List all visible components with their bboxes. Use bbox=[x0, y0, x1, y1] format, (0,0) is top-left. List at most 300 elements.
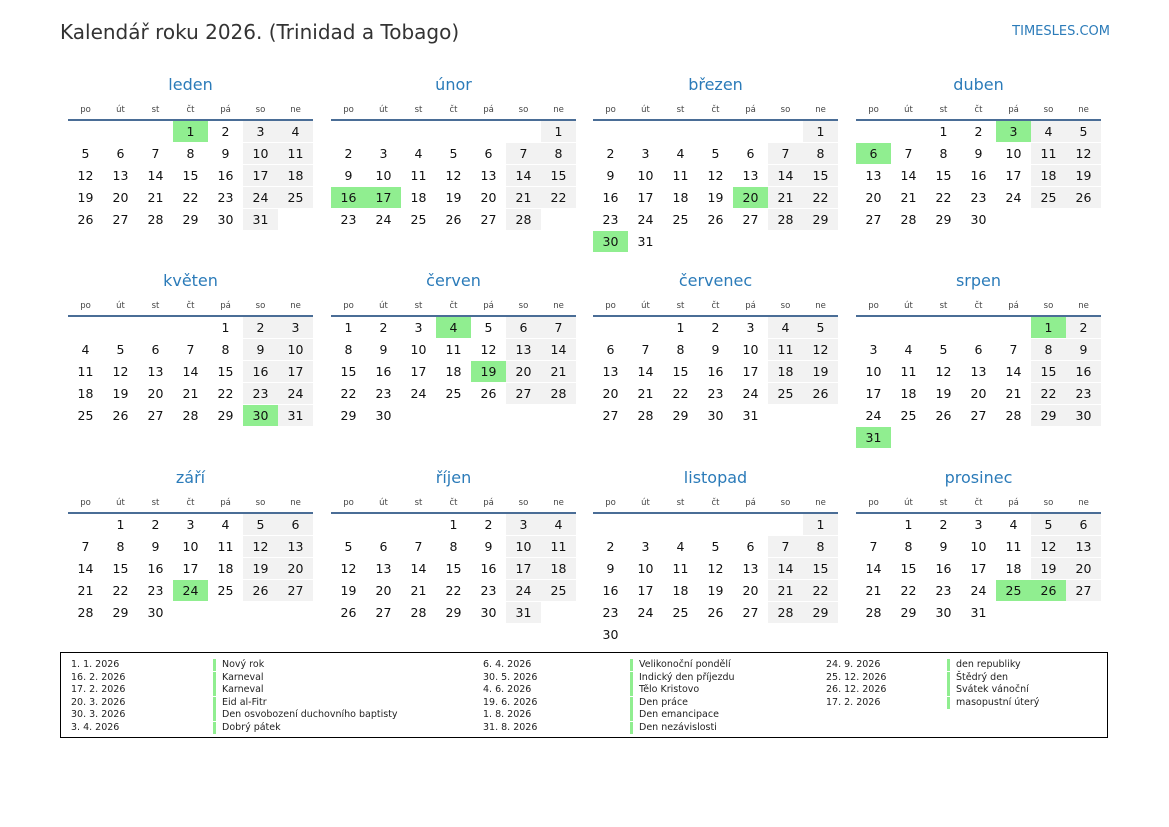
day-cell[interactable]: 1 bbox=[904, 517, 913, 532]
day-cell[interactable]: 17 bbox=[410, 364, 427, 379]
day-cell[interactable]: 19 bbox=[935, 386, 952, 401]
day-cell[interactable]: 20 bbox=[480, 190, 497, 205]
day-cell[interactable]: 13 bbox=[742, 561, 759, 576]
day-cell[interactable]: 31 bbox=[856, 427, 891, 448]
day-cell[interactable]: 13 bbox=[278, 536, 313, 557]
day-cell[interactable]: 26 bbox=[480, 386, 497, 401]
day-cell[interactable]: 1 bbox=[116, 517, 125, 532]
day-cell[interactable]: 13 bbox=[1066, 536, 1101, 557]
day-cell[interactable]: 25 bbox=[217, 583, 234, 598]
day-cell[interactable]: 20 bbox=[602, 386, 619, 401]
day-cell[interactable]: 22 bbox=[541, 187, 576, 208]
day-cell[interactable]: 24 bbox=[506, 580, 541, 601]
day-cell[interactable]: 19 bbox=[445, 190, 462, 205]
day-cell[interactable]: 22 bbox=[672, 386, 689, 401]
day-cell[interactable]: 6 bbox=[1066, 514, 1101, 535]
day-cell[interactable]: 26 bbox=[340, 605, 357, 620]
day-cell[interactable]: 9 bbox=[1066, 339, 1101, 360]
day-cell[interactable]: 25 bbox=[672, 605, 689, 620]
day-cell[interactable]: 27 bbox=[147, 408, 164, 423]
day-cell[interactable]: 25 bbox=[278, 187, 313, 208]
day-cell[interactable]: 11 bbox=[1031, 143, 1066, 164]
day-cell[interactable]: 19 bbox=[77, 190, 94, 205]
day-cell[interactable]: 17 bbox=[637, 190, 654, 205]
day-cell[interactable]: 20 bbox=[1066, 558, 1101, 579]
day-cell[interactable]: 30 bbox=[480, 605, 497, 620]
day-cell[interactable]: 21 bbox=[768, 187, 803, 208]
day-cell[interactable]: 6 bbox=[484, 146, 493, 161]
day-cell[interactable]: 26 bbox=[707, 212, 724, 227]
day-cell[interactable]: 1 bbox=[221, 320, 230, 335]
day-cell[interactable]: 29 bbox=[182, 212, 199, 227]
day-cell[interactable]: 20 bbox=[733, 187, 768, 208]
day-cell[interactable]: 17 bbox=[1005, 168, 1022, 183]
day-cell[interactable]: 23 bbox=[602, 212, 619, 227]
day-cell[interactable]: 3 bbox=[746, 320, 755, 335]
day-cell[interactable]: 12 bbox=[707, 561, 724, 576]
day-cell[interactable]: 18 bbox=[217, 561, 234, 576]
day-cell[interactable]: 27 bbox=[970, 408, 987, 423]
day-cell[interactable]: 10 bbox=[637, 168, 654, 183]
day-cell[interactable]: 21 bbox=[637, 386, 654, 401]
day-cell[interactable]: 18 bbox=[1005, 561, 1022, 576]
day-cell[interactable]: 15 bbox=[445, 561, 462, 576]
day-cell[interactable]: 19 bbox=[112, 386, 129, 401]
day-cell[interactable]: 29 bbox=[900, 605, 917, 620]
day-cell[interactable]: 10 bbox=[375, 168, 392, 183]
day-cell[interactable]: 20 bbox=[147, 386, 164, 401]
day-cell[interactable]: 4 bbox=[676, 146, 685, 161]
day-cell[interactable]: 25 bbox=[768, 383, 803, 404]
day-cell[interactable]: 3 bbox=[278, 317, 313, 338]
day-cell[interactable]: 8 bbox=[676, 342, 685, 357]
day-cell[interactable]: 28 bbox=[541, 383, 576, 404]
day-cell[interactable]: 22 bbox=[1031, 383, 1066, 404]
day-cell[interactable]: 29 bbox=[672, 408, 689, 423]
day-cell[interactable]: 10 bbox=[182, 539, 199, 554]
day-cell[interactable]: 19 bbox=[1031, 558, 1066, 579]
day-cell[interactable]: 7 bbox=[81, 539, 90, 554]
day-cell[interactable]: 20 bbox=[970, 386, 987, 401]
day-cell[interactable]: 10 bbox=[506, 536, 541, 557]
day-cell[interactable]: 12 bbox=[803, 339, 838, 360]
day-cell[interactable]: 16 bbox=[480, 561, 497, 576]
day-cell[interactable]: 9 bbox=[221, 146, 230, 161]
day-cell[interactable]: 6 bbox=[116, 146, 125, 161]
day-cell[interactable]: 9 bbox=[484, 539, 493, 554]
day-cell[interactable]: 8 bbox=[904, 539, 913, 554]
day-cell[interactable]: 8 bbox=[186, 146, 195, 161]
day-cell[interactable]: 2 bbox=[151, 517, 160, 532]
day-cell[interactable]: 2 bbox=[344, 146, 353, 161]
day-cell[interactable]: 10 bbox=[742, 342, 759, 357]
day-cell[interactable]: 27 bbox=[278, 580, 313, 601]
day-cell[interactable]: 21 bbox=[147, 190, 164, 205]
day-cell[interactable]: 15 bbox=[803, 165, 838, 186]
day-cell[interactable]: 21 bbox=[77, 583, 94, 598]
day-cell[interactable]: 13 bbox=[602, 364, 619, 379]
day-cell[interactable]: 13 bbox=[742, 168, 759, 183]
day-cell[interactable]: 27 bbox=[602, 408, 619, 423]
day-cell[interactable]: 14 bbox=[768, 558, 803, 579]
day-cell[interactable]: 7 bbox=[768, 143, 803, 164]
day-cell[interactable]: 5 bbox=[939, 342, 948, 357]
day-cell[interactable]: 5 bbox=[81, 146, 90, 161]
day-cell[interactable]: 18 bbox=[1031, 165, 1066, 186]
day-cell[interactable]: 29 bbox=[803, 602, 838, 623]
day-cell[interactable]: 15 bbox=[182, 168, 199, 183]
day-cell[interactable]: 23 bbox=[243, 383, 278, 404]
day-cell[interactable]: 1 bbox=[344, 320, 353, 335]
day-cell[interactable]: 13 bbox=[970, 364, 987, 379]
day-cell[interactable]: 8 bbox=[939, 146, 948, 161]
day-cell[interactable]: 16 bbox=[217, 168, 234, 183]
day-cell[interactable]: 25 bbox=[77, 408, 94, 423]
day-cell[interactable]: 15 bbox=[672, 364, 689, 379]
day-cell[interactable]: 1 bbox=[1031, 317, 1066, 338]
day-cell[interactable]: 14 bbox=[541, 339, 576, 360]
day-cell[interactable]: 26 bbox=[77, 212, 94, 227]
day-cell[interactable]: 11 bbox=[768, 339, 803, 360]
day-cell[interactable]: 2 bbox=[974, 124, 983, 139]
day-cell[interactable]: 3 bbox=[641, 539, 650, 554]
day-cell[interactable]: 2 bbox=[379, 320, 388, 335]
day-cell[interactable]: 9 bbox=[151, 539, 160, 554]
day-cell[interactable]: 18 bbox=[410, 190, 427, 205]
day-cell[interactable]: 28 bbox=[410, 605, 427, 620]
day-cell[interactable]: 22 bbox=[182, 190, 199, 205]
day-cell[interactable]: 2 bbox=[243, 317, 278, 338]
day-cell[interactable]: 24 bbox=[742, 386, 759, 401]
day-cell[interactable]: 11 bbox=[278, 143, 313, 164]
day-cell[interactable]: 21 bbox=[768, 580, 803, 601]
day-cell[interactable]: 9 bbox=[344, 168, 353, 183]
day-cell[interactable]: 22 bbox=[112, 583, 129, 598]
day-cell[interactable]: 16 bbox=[331, 187, 366, 208]
day-cell[interactable]: 23 bbox=[707, 386, 724, 401]
day-cell[interactable]: 21 bbox=[865, 583, 882, 598]
day-cell[interactable]: 1 bbox=[449, 517, 458, 532]
day-cell[interactable]: 12 bbox=[77, 168, 94, 183]
day-cell[interactable]: 4 bbox=[768, 317, 803, 338]
day-cell[interactable]: 27 bbox=[112, 212, 129, 227]
day-cell[interactable]: 16 bbox=[1066, 361, 1101, 382]
day-cell[interactable]: 15 bbox=[217, 364, 234, 379]
day-cell[interactable]: 7 bbox=[1009, 342, 1018, 357]
day-cell[interactable]: 28 bbox=[77, 605, 94, 620]
day-cell[interactable]: 11 bbox=[445, 342, 462, 357]
day-cell[interactable]: 7 bbox=[541, 317, 576, 338]
day-cell[interactable]: 30 bbox=[935, 605, 952, 620]
day-cell[interactable]: 31 bbox=[278, 405, 313, 426]
day-cell[interactable]: 7 bbox=[768, 536, 803, 557]
day-cell[interactable]: 7 bbox=[186, 342, 195, 357]
day-cell[interactable]: 19 bbox=[340, 583, 357, 598]
day-cell[interactable]: 13 bbox=[147, 364, 164, 379]
day-cell[interactable]: 3 bbox=[379, 146, 388, 161]
day-cell[interactable]: 2 bbox=[1066, 317, 1101, 338]
day-cell[interactable]: 25 bbox=[410, 212, 427, 227]
day-cell[interactable]: 9 bbox=[606, 168, 615, 183]
day-cell[interactable]: 24 bbox=[278, 383, 313, 404]
day-cell[interactable]: 12 bbox=[480, 342, 497, 357]
day-cell[interactable]: 17 bbox=[243, 165, 278, 186]
day-cell[interactable]: 27 bbox=[480, 212, 497, 227]
day-cell[interactable]: 24 bbox=[637, 212, 654, 227]
day-cell[interactable]: 17 bbox=[742, 364, 759, 379]
day-cell[interactable]: 19 bbox=[471, 361, 506, 382]
day-cell[interactable]: 8 bbox=[221, 342, 230, 357]
day-cell[interactable]: 20 bbox=[278, 558, 313, 579]
day-cell[interactable]: 1 bbox=[173, 121, 208, 142]
day-cell[interactable]: 26 bbox=[803, 383, 838, 404]
day-cell[interactable]: 8 bbox=[1031, 339, 1066, 360]
day-cell[interactable]: 21 bbox=[182, 386, 199, 401]
day-cell[interactable]: 2 bbox=[221, 124, 230, 139]
day-cell[interactable]: 30 bbox=[217, 212, 234, 227]
day-cell[interactable]: 29 bbox=[445, 605, 462, 620]
day-cell[interactable]: 17 bbox=[637, 583, 654, 598]
day-cell[interactable]: 29 bbox=[935, 212, 952, 227]
day-cell[interactable]: 23 bbox=[970, 190, 987, 205]
day-cell[interactable]: 26 bbox=[243, 580, 278, 601]
day-cell[interactable]: 13 bbox=[865, 168, 882, 183]
day-cell[interactable]: 23 bbox=[375, 386, 392, 401]
day-cell[interactable]: 16 bbox=[970, 168, 987, 183]
day-cell[interactable]: 17 bbox=[506, 558, 541, 579]
day-cell[interactable]: 30 bbox=[707, 408, 724, 423]
day-cell[interactable]: 23 bbox=[1066, 383, 1101, 404]
day-cell[interactable]: 24 bbox=[970, 583, 987, 598]
day-cell[interactable]: 4 bbox=[414, 146, 423, 161]
day-cell[interactable]: 26 bbox=[707, 605, 724, 620]
day-cell[interactable]: 4 bbox=[1031, 121, 1066, 142]
day-cell[interactable]: 20 bbox=[865, 190, 882, 205]
day-cell[interactable]: 31 bbox=[243, 209, 278, 230]
day-cell[interactable]: 13 bbox=[375, 561, 392, 576]
day-cell[interactable]: 20 bbox=[112, 190, 129, 205]
day-cell[interactable]: 20 bbox=[375, 583, 392, 598]
day-cell[interactable]: 17 bbox=[278, 361, 313, 382]
day-cell[interactable]: 12 bbox=[707, 168, 724, 183]
day-cell[interactable]: 27 bbox=[742, 212, 759, 227]
day-cell[interactable]: 11 bbox=[410, 168, 427, 183]
day-cell[interactable]: 6 bbox=[856, 143, 891, 164]
day-cell[interactable]: 14 bbox=[1005, 364, 1022, 379]
day-cell[interactable]: 2 bbox=[711, 320, 720, 335]
day-cell[interactable]: 1 bbox=[676, 320, 685, 335]
day-cell[interactable]: 7 bbox=[869, 539, 878, 554]
day-cell[interactable]: 31 bbox=[742, 408, 759, 423]
day-cell[interactable]: 26 bbox=[935, 408, 952, 423]
day-cell[interactable]: 23 bbox=[602, 605, 619, 620]
day-cell[interactable]: 22 bbox=[803, 580, 838, 601]
day-cell[interactable]: 18 bbox=[900, 386, 917, 401]
day-cell[interactable]: 20 bbox=[742, 583, 759, 598]
day-cell[interactable]: 23 bbox=[340, 212, 357, 227]
day-cell[interactable]: 7 bbox=[151, 146, 160, 161]
day-cell[interactable]: 31 bbox=[506, 602, 541, 623]
day-cell[interactable]: 8 bbox=[541, 143, 576, 164]
day-cell[interactable]: 14 bbox=[147, 168, 164, 183]
day-cell[interactable]: 30 bbox=[375, 408, 392, 423]
day-cell[interactable]: 27 bbox=[1066, 580, 1101, 601]
day-cell[interactable]: 10 bbox=[865, 364, 882, 379]
day-cell[interactable]: 8 bbox=[449, 539, 458, 554]
day-cell[interactable]: 14 bbox=[410, 561, 427, 576]
day-cell[interactable]: 17 bbox=[182, 561, 199, 576]
day-cell[interactable]: 21 bbox=[541, 361, 576, 382]
day-cell[interactable]: 15 bbox=[1031, 361, 1066, 382]
day-cell[interactable]: 9 bbox=[711, 342, 720, 357]
day-cell[interactable]: 3 bbox=[506, 514, 541, 535]
day-cell[interactable]: 18 bbox=[445, 364, 462, 379]
day-cell[interactable]: 5 bbox=[344, 539, 353, 554]
day-cell[interactable]: 5 bbox=[116, 342, 125, 357]
day-cell[interactable]: 5 bbox=[711, 539, 720, 554]
day-cell[interactable]: 19 bbox=[707, 583, 724, 598]
day-cell[interactable]: 8 bbox=[344, 342, 353, 357]
day-cell[interactable]: 30 bbox=[147, 605, 164, 620]
day-cell[interactable]: 30 bbox=[602, 627, 619, 642]
day-cell[interactable]: 6 bbox=[746, 539, 755, 554]
day-cell[interactable]: 26 bbox=[1066, 187, 1101, 208]
day-cell[interactable]: 28 bbox=[147, 212, 164, 227]
day-cell[interactable]: 27 bbox=[742, 605, 759, 620]
day-cell[interactable]: 5 bbox=[711, 146, 720, 161]
day-cell[interactable]: 2 bbox=[939, 517, 948, 532]
day-cell[interactable]: 22 bbox=[900, 583, 917, 598]
day-cell[interactable]: 15 bbox=[803, 558, 838, 579]
day-cell[interactable]: 9 bbox=[974, 146, 983, 161]
day-cell[interactable]: 30 bbox=[243, 405, 278, 426]
day-cell[interactable]: 13 bbox=[506, 339, 541, 360]
day-cell[interactable]: 14 bbox=[768, 165, 803, 186]
day-cell[interactable]: 28 bbox=[637, 408, 654, 423]
day-cell[interactable]: 1 bbox=[803, 121, 838, 142]
day-cell[interactable]: 14 bbox=[182, 364, 199, 379]
day-cell[interactable]: 14 bbox=[865, 561, 882, 576]
day-cell[interactable]: 11 bbox=[900, 364, 917, 379]
day-cell[interactable]: 22 bbox=[445, 583, 462, 598]
day-cell[interactable]: 30 bbox=[593, 231, 628, 252]
day-cell[interactable]: 25 bbox=[996, 580, 1031, 601]
day-cell[interactable]: 14 bbox=[637, 364, 654, 379]
day-cell[interactable]: 8 bbox=[803, 143, 838, 164]
day-cell[interactable]: 13 bbox=[112, 168, 129, 183]
day-cell[interactable]: 21 bbox=[1005, 386, 1022, 401]
day-cell[interactable]: 28 bbox=[506, 209, 541, 230]
day-cell[interactable]: 21 bbox=[506, 187, 541, 208]
day-cell[interactable]: 1 bbox=[939, 124, 948, 139]
day-cell[interactable]: 16 bbox=[602, 583, 619, 598]
day-cell[interactable]: 15 bbox=[900, 561, 917, 576]
day-cell[interactable]: 27 bbox=[375, 605, 392, 620]
day-cell[interactable]: 3 bbox=[641, 146, 650, 161]
day-cell[interactable]: 10 bbox=[970, 539, 987, 554]
day-cell[interactable]: 18 bbox=[768, 361, 803, 382]
day-cell[interactable]: 28 bbox=[865, 605, 882, 620]
day-cell[interactable]: 28 bbox=[768, 602, 803, 623]
day-cell[interactable]: 25 bbox=[445, 386, 462, 401]
day-cell[interactable]: 21 bbox=[410, 583, 427, 598]
day-cell[interactable]: 16 bbox=[147, 561, 164, 576]
day-cell[interactable]: 5 bbox=[1031, 514, 1066, 535]
day-cell[interactable]: 28 bbox=[900, 212, 917, 227]
day-cell[interactable]: 16 bbox=[935, 561, 952, 576]
day-cell[interactable]: 19 bbox=[243, 558, 278, 579]
brand-link[interactable]: TIMESLES.COM bbox=[1012, 24, 1110, 39]
day-cell[interactable]: 2 bbox=[484, 517, 493, 532]
day-cell[interactable]: 24 bbox=[865, 408, 882, 423]
day-cell[interactable]: 7 bbox=[506, 143, 541, 164]
day-cell[interactable]: 10 bbox=[1005, 146, 1022, 161]
day-cell[interactable]: 5 bbox=[484, 320, 493, 335]
day-cell[interactable]: 11 bbox=[1005, 539, 1022, 554]
day-cell[interactable]: 4 bbox=[676, 539, 685, 554]
day-cell[interactable]: 3 bbox=[996, 121, 1031, 142]
day-cell[interactable]: 24 bbox=[243, 187, 278, 208]
day-cell[interactable]: 9 bbox=[243, 339, 278, 360]
day-cell[interactable]: 6 bbox=[974, 342, 983, 357]
day-cell[interactable]: 6 bbox=[379, 539, 388, 554]
day-cell[interactable]: 19 bbox=[803, 361, 838, 382]
day-cell[interactable]: 5 bbox=[803, 317, 838, 338]
day-cell[interactable]: 22 bbox=[340, 386, 357, 401]
day-cell[interactable]: 19 bbox=[1066, 165, 1101, 186]
day-cell[interactable]: 17 bbox=[366, 187, 401, 208]
day-cell[interactable]: 10 bbox=[410, 342, 427, 357]
day-cell[interactable]: 18 bbox=[541, 558, 576, 579]
day-cell[interactable]: 11 bbox=[77, 364, 94, 379]
day-cell[interactable]: 25 bbox=[900, 408, 917, 423]
day-cell[interactable]: 3 bbox=[974, 517, 983, 532]
day-cell[interactable]: 8 bbox=[803, 536, 838, 557]
day-cell[interactable]: 1 bbox=[541, 121, 576, 142]
day-cell[interactable]: 4 bbox=[904, 342, 913, 357]
day-cell[interactable]: 6 bbox=[278, 514, 313, 535]
day-cell[interactable]: 29 bbox=[1031, 405, 1066, 426]
day-cell[interactable]: 9 bbox=[606, 561, 615, 576]
day-cell[interactable]: 15 bbox=[935, 168, 952, 183]
day-cell[interactable]: 12 bbox=[935, 364, 952, 379]
day-cell[interactable]: 12 bbox=[340, 561, 357, 576]
day-cell[interactable]: 17 bbox=[970, 561, 987, 576]
day-cell[interactable]: 10 bbox=[637, 561, 654, 576]
day-cell[interactable]: 9 bbox=[939, 539, 948, 554]
day-cell[interactable]: 12 bbox=[445, 168, 462, 183]
day-cell[interactable]: 29 bbox=[340, 408, 357, 423]
day-cell[interactable]: 5 bbox=[243, 514, 278, 535]
day-cell[interactable]: 23 bbox=[480, 583, 497, 598]
day-cell[interactable]: 10 bbox=[243, 143, 278, 164]
day-cell[interactable]: 21 bbox=[900, 190, 917, 205]
day-cell[interactable]: 2 bbox=[606, 146, 615, 161]
day-cell[interactable]: 8 bbox=[116, 539, 125, 554]
day-cell[interactable]: 23 bbox=[217, 190, 234, 205]
day-cell[interactable]: 12 bbox=[243, 536, 278, 557]
day-cell[interactable]: 10 bbox=[278, 339, 313, 360]
day-cell[interactable]: 5 bbox=[1066, 121, 1101, 142]
day-cell[interactable]: 12 bbox=[1031, 536, 1066, 557]
day-cell[interactable]: 11 bbox=[672, 561, 689, 576]
day-cell[interactable]: 4 bbox=[221, 517, 230, 532]
day-cell[interactable]: 17 bbox=[865, 386, 882, 401]
day-cell[interactable]: 22 bbox=[935, 190, 952, 205]
day-cell[interactable]: 4 bbox=[541, 514, 576, 535]
day-cell[interactable]: 4 bbox=[1009, 517, 1018, 532]
day-cell[interactable]: 29 bbox=[112, 605, 129, 620]
